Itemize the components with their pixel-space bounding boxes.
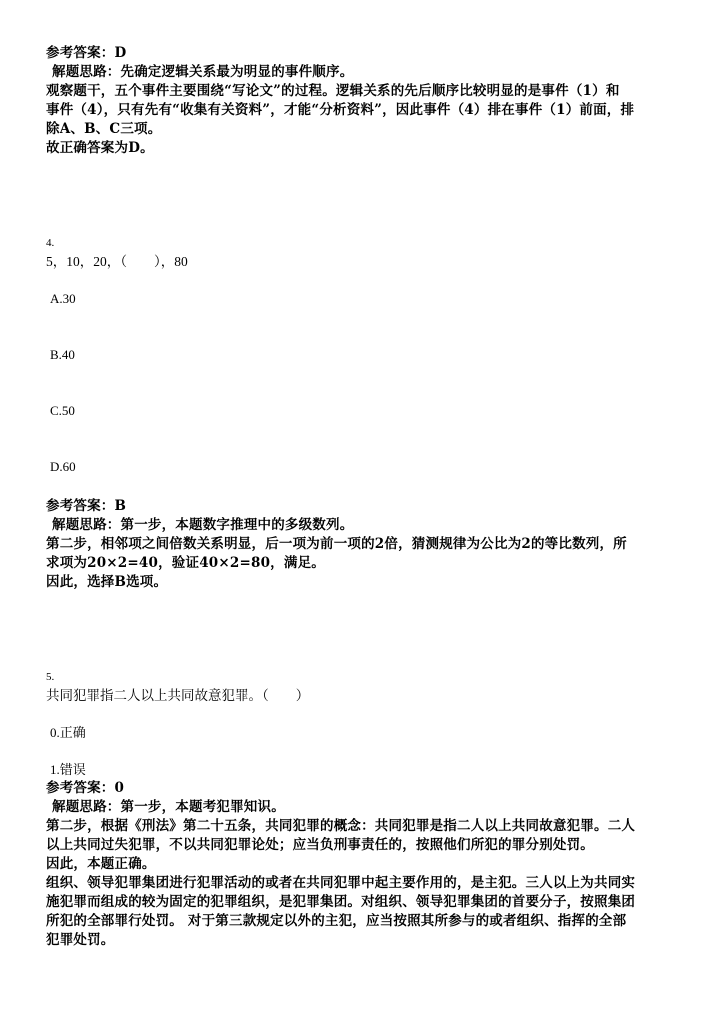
explanation-line: 施犯罪而组成的较为固定的犯罪组织，是犯罪集团。对组织、领导犯罪集团的首要分子，按照集团 <box>46 894 636 910</box>
explanation-line: 所犯的全部罪行处罚。 对于第三款规定以外的主犯，应当按照其所参与的或者组织、指挥的全部 <box>46 913 627 929</box>
explanation-line: 组织、领导犯罪集团进行犯罪活动的或者在共同犯罪中起主要作用的，是主犯。三人以上为共同实 <box>46 875 636 891</box>
explanation-line: 故正确答案为D。 <box>46 140 154 156</box>
question-stem-4: 5，10，20，（ ），80 <box>46 254 188 269</box>
question-number-5: 5. <box>46 671 55 683</box>
option-1: 1.错误 <box>50 762 86 777</box>
explanation-line: 第二步，相邻项之间倍数关系明显，后一项为前一项的2倍，猜测规律为公比为2的等比数列，所 <box>46 536 627 552</box>
option-b: B.40 <box>50 347 75 362</box>
explanation-line: 解题思路：先确定逻辑关系最为明显的事件顺序。 <box>52 64 354 80</box>
option-0: 0.正确 <box>50 725 86 740</box>
option-a: A.30 <box>50 291 76 306</box>
question-stem-5: 共同犯罪指二人以上共同故意犯罪。（ ） <box>46 688 310 703</box>
explanation-line: 因此，选择B选项。 <box>46 574 168 590</box>
option-c: C.50 <box>50 403 75 418</box>
explanation-line: 以上共同过失犯罪，不以共同犯罪论处；应当负刑事责任的，按照他们所犯的罪分别处罚。 <box>46 837 594 853</box>
option-d: D.60 <box>50 459 76 474</box>
explanation-line: 观察题干，五个事件主要围绕“写论文”的过程。逻辑关系的先后顺序比较明显的是事件（1）和 <box>46 83 620 99</box>
explanation-line: 因此，本题正确。 <box>46 856 156 872</box>
explanation-line: 事件（4），只有先有“收集有关资料”，才能“分析资料”，因此事件（4）排在事件（1）前面，排 <box>46 102 635 118</box>
explanation-line: 第二步，根据《刑法》第二十五条，共同犯罪的概念：共同犯罪是指二人以上共同故意犯罪。二人 <box>46 818 636 834</box>
explanation-line: 解题思路：第一步，本题数字推理中的多级数列。 <box>52 517 354 533</box>
answer-label-q4: 参考答案：B <box>46 498 127 514</box>
answer-label-q3: 参考答案：D <box>46 45 127 61</box>
explanation-line: 解题思路：第一步，本题考犯罪知识。 <box>52 799 285 815</box>
explanation-line: 求项为20×2=40，验证40×2=80，满足。 <box>46 555 325 571</box>
question-number-4: 4. <box>46 237 55 249</box>
answer-label-q5: 参考答案：0 <box>46 780 125 796</box>
explanation-line: 犯罪处罚。 <box>46 932 115 948</box>
explanation-line: 除A、B、C三项。 <box>46 121 162 137</box>
